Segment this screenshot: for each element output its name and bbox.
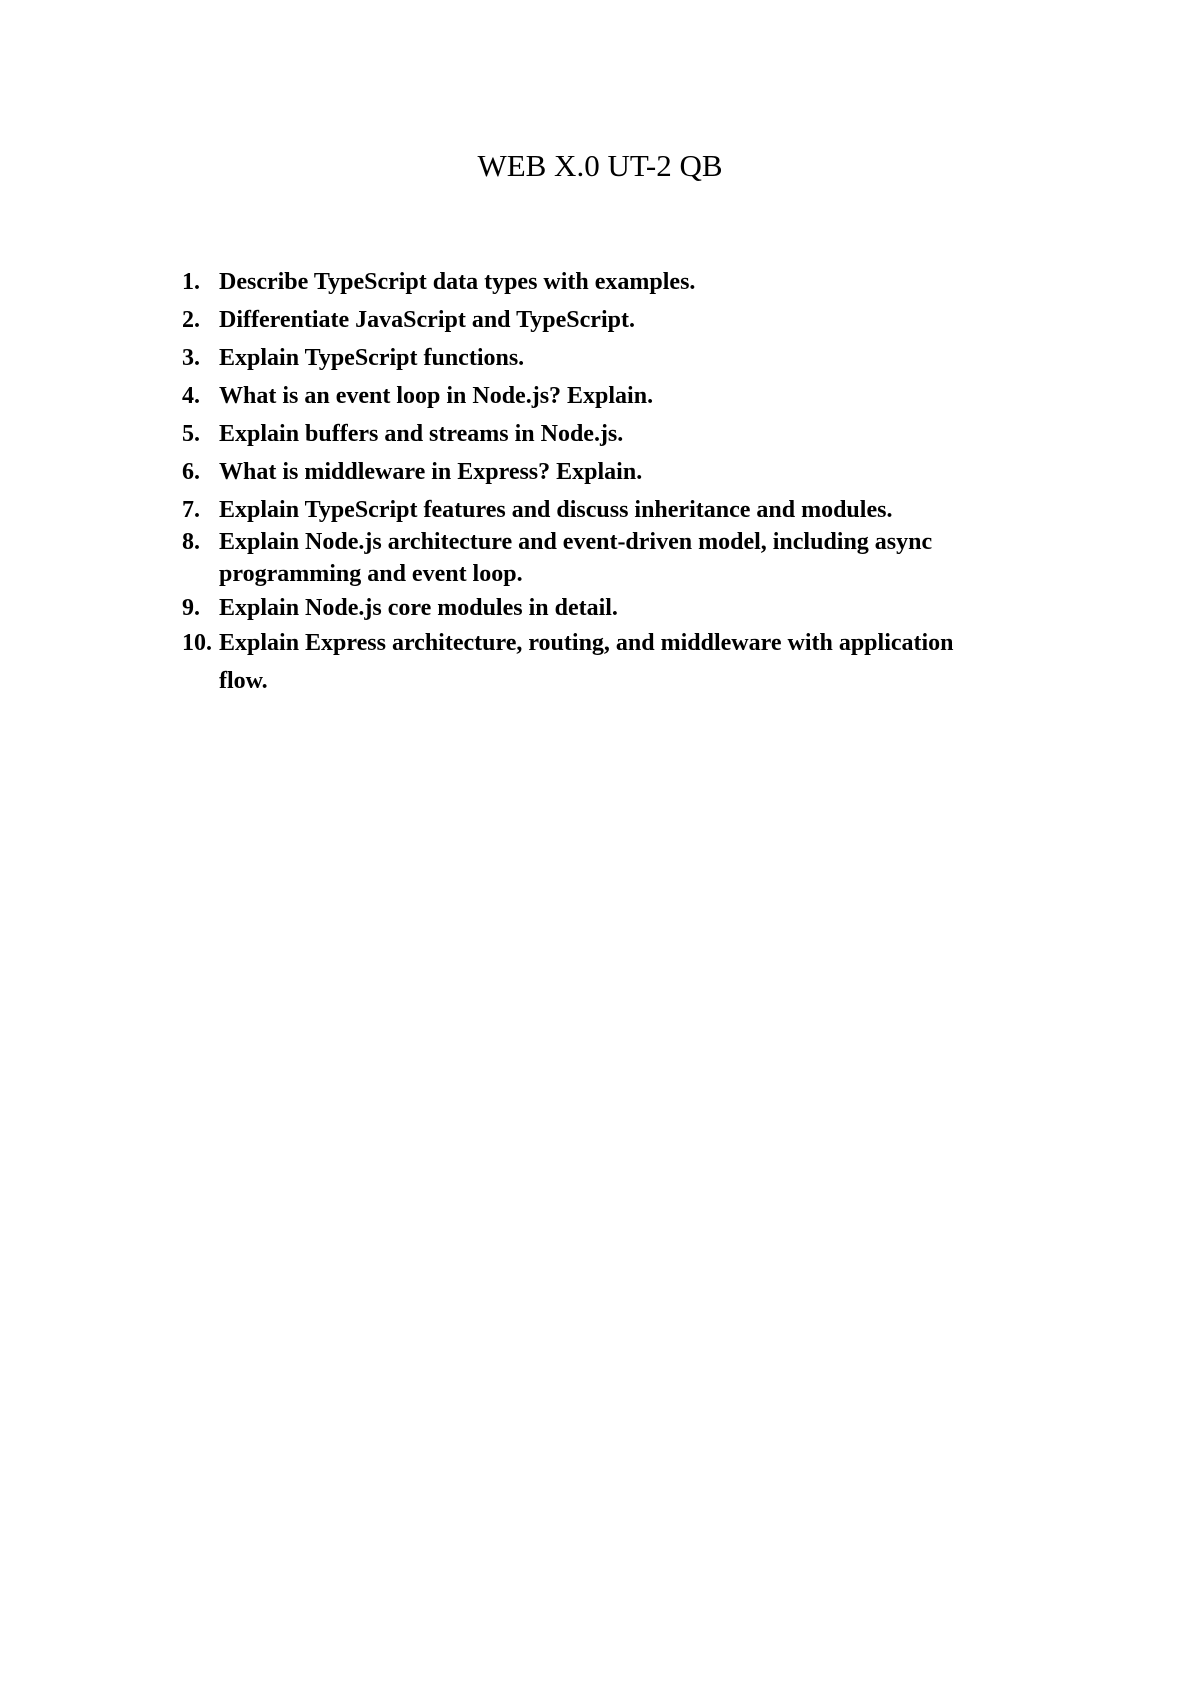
question-text: Explain buffers and streams in Node.js. (219, 421, 624, 447)
question-item-9 (182, 592, 1082, 624)
question-number: 3. (182, 345, 200, 371)
question-number: 5. (182, 421, 200, 447)
question-number: 7. (182, 497, 200, 523)
question-item-5 (182, 418, 1082, 450)
question-number: 1. (182, 269, 200, 295)
question-text: What is middleware in Express? Explain. (219, 459, 643, 485)
question-list (0, 0, 1200, 800)
question-number: 10. (182, 630, 212, 656)
question-text: Explain TypeScript features and discuss inheritance and modules. (219, 497, 893, 523)
question-item-3 (182, 342, 1082, 374)
question-number: 6. (182, 459, 200, 485)
question-number: 2. (182, 307, 200, 333)
question-text: Differentiate JavaScript and TypeScript. (219, 307, 635, 333)
question-item-1 (182, 266, 1082, 298)
question-item-6 (182, 456, 1082, 488)
question-item-2 (182, 304, 1082, 336)
question-text: What is an event loop in Node.js? Explain. (219, 383, 654, 409)
question-item-7 (182, 494, 1082, 526)
question-number: 9. (182, 595, 200, 621)
question-item-4 (182, 380, 1082, 412)
question-text: Explain TypeScript functions. (219, 345, 525, 371)
question-item-10 (182, 624, 962, 700)
question-item-8 (182, 526, 1002, 590)
document-title: WEB X.0 UT-2 QB (477, 148, 723, 183)
question-number: 8. (182, 529, 200, 555)
question-text: Describe TypeScript data types with examples. (219, 269, 696, 295)
question-text: Explain Express architecture, routing, and middleware with application flow. (219, 630, 954, 694)
question-text: Explain Node.js architecture and event-driven model, including async programming and event loop. (219, 529, 933, 587)
question-text: Explain Node.js core modules in detail. (219, 595, 618, 621)
question-number: 4. (182, 383, 200, 409)
